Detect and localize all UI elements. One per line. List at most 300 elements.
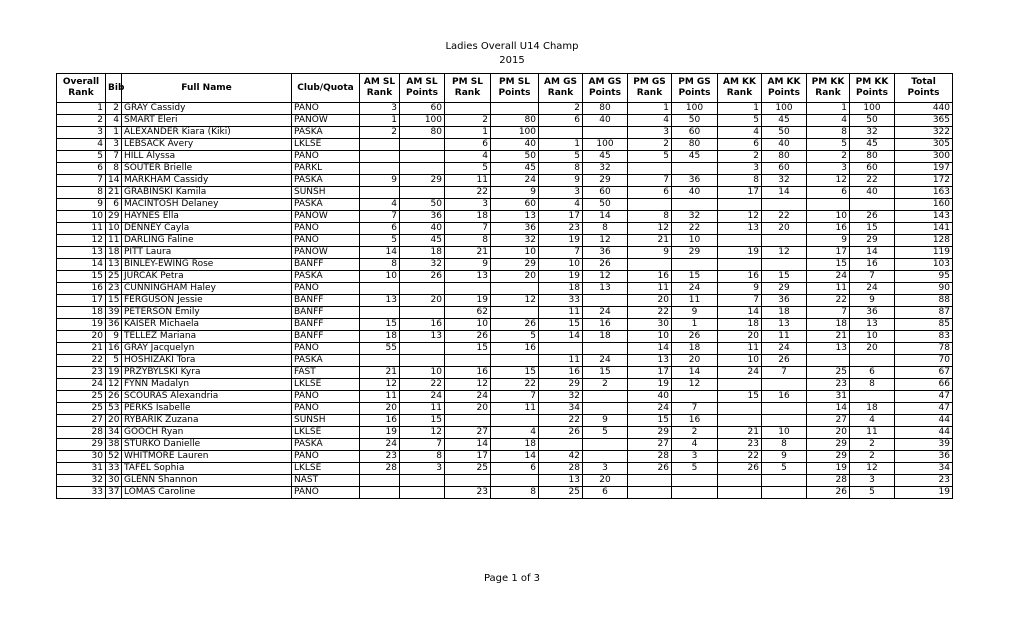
table-cell <box>583 451 628 463</box>
table-cell: 13 <box>400 331 445 343</box>
table-cell: DARLING Faline <box>122 235 292 247</box>
table-cell: 21 <box>106 187 122 199</box>
table-cell <box>583 439 628 451</box>
table-cell <box>718 199 762 211</box>
table-cell <box>360 163 400 175</box>
table-cell: 25 <box>807 367 850 379</box>
table-cell: 24 <box>807 271 850 283</box>
table-cell: 15 <box>400 415 445 427</box>
table-cell: 11 <box>57 223 106 235</box>
table-cell <box>360 283 400 295</box>
table-cell: 45 <box>583 151 628 163</box>
table-cell: 60 <box>762 163 807 175</box>
table-cell: DENNEY Cayla <box>122 223 292 235</box>
table-cell: 12 <box>445 379 491 391</box>
table-cell: 1 <box>672 319 718 331</box>
table-cell: 18 <box>360 331 400 343</box>
table-cell <box>672 487 718 499</box>
table-cell <box>583 295 628 307</box>
table-cell: 28 <box>57 427 106 439</box>
table-cell: 10 <box>57 211 106 223</box>
table-cell: 29 <box>539 379 583 391</box>
table-cell: 3 <box>718 163 762 175</box>
table-cell <box>400 139 445 151</box>
table-cell: FERGUSON Jessie <box>122 295 292 307</box>
table-cell: 6 <box>583 487 628 499</box>
table-cell <box>762 235 807 247</box>
table-cell <box>445 475 491 487</box>
table-cell: 37 <box>106 487 122 499</box>
table-cell: 24 <box>57 379 106 391</box>
table-cell <box>583 127 628 139</box>
table-cell: 300 <box>895 151 953 163</box>
table-row <box>57 283 953 295</box>
table-cell <box>850 391 895 403</box>
table-cell: PITT Laura <box>122 247 292 259</box>
table-cell: STURKO Danielle <box>122 439 292 451</box>
table-cell: PASKA <box>292 271 360 283</box>
table-cell: 16 <box>57 283 106 295</box>
results-table <box>56 73 953 499</box>
table-cell: PANO <box>292 223 360 235</box>
table-cell: 11 <box>762 331 807 343</box>
table-cell: 16 <box>628 271 672 283</box>
table-cell: LKLSE <box>292 427 360 439</box>
table-cell: 22 <box>718 451 762 463</box>
table-cell: 40 <box>400 223 445 235</box>
table-cell: 80 <box>491 115 539 127</box>
table-cell: SUNSH <box>292 187 360 199</box>
table-cell <box>628 487 672 499</box>
table-cell: 11 <box>400 403 445 415</box>
table-cell: 26 <box>672 331 718 343</box>
table-cell: 12 <box>583 271 628 283</box>
table-cell: PANO <box>292 403 360 415</box>
table-cell <box>360 355 400 367</box>
table-cell: 305 <box>895 139 953 151</box>
table-cell: 3 <box>539 187 583 199</box>
table-cell: 9 <box>360 175 400 187</box>
table-cell: 4 <box>491 427 539 439</box>
table-cell: 80 <box>672 139 718 151</box>
table-cell: 22 <box>57 355 106 367</box>
table-cell: 28 <box>628 451 672 463</box>
table-cell: 45 <box>672 151 718 163</box>
table-cell: 5 <box>807 139 850 151</box>
table-cell: 19 <box>718 247 762 259</box>
table-cell: 5 <box>491 331 539 343</box>
table-cell: 20 <box>400 295 445 307</box>
table-cell: 21 <box>807 331 850 343</box>
table-cell: 5 <box>445 163 491 175</box>
table-cell: 50 <box>400 199 445 211</box>
table-cell: 16 <box>672 415 718 427</box>
table-cell: 53 <box>106 403 122 415</box>
table-cell: 5 <box>539 151 583 163</box>
table-cell <box>491 475 539 487</box>
table-row <box>57 391 953 403</box>
table-cell: 14 <box>718 307 762 319</box>
table-cell: 26 <box>491 319 539 331</box>
table-cell: 16 <box>583 319 628 331</box>
table-cell: 25 <box>57 403 106 415</box>
table-cell: 4 <box>807 115 850 127</box>
table-cell: 10 <box>718 355 762 367</box>
table-cell: 17 <box>718 187 762 199</box>
table-cell: 40 <box>850 187 895 199</box>
table-cell: 8 <box>850 379 895 391</box>
table-cell: NAST <box>292 475 360 487</box>
column-header-line1: AM GS <box>588 77 622 87</box>
table-row <box>57 175 953 187</box>
table-cell <box>400 283 445 295</box>
table-cell <box>445 415 491 427</box>
table-cell: 29 <box>583 175 628 187</box>
table-cell: 20 <box>762 223 807 235</box>
table-cell: 11 <box>106 235 122 247</box>
table-cell: 15 <box>491 367 539 379</box>
table-cell: 50 <box>762 127 807 139</box>
table-cell: 4 <box>445 151 491 163</box>
table-cell: 15 <box>445 343 491 355</box>
table-cell: LKLSE <box>292 463 360 475</box>
table-cell: 25 <box>57 391 106 403</box>
table-cell: WHITMORE Lauren <box>122 451 292 463</box>
table-cell: LOMAS Caroline <box>122 487 292 499</box>
table-cell <box>445 283 491 295</box>
table-cell: 60 <box>583 187 628 199</box>
table-cell: 32 <box>762 175 807 187</box>
table-row <box>57 367 953 379</box>
table-cell: 5 <box>583 427 628 439</box>
table-cell: 100 <box>583 139 628 151</box>
table-cell: 12 <box>850 463 895 475</box>
table-cell <box>360 139 400 151</box>
column-header <box>491 74 539 103</box>
table-cell: 7 <box>672 403 718 415</box>
column-header-line1: Overall <box>62 77 100 87</box>
table-cell: 1 <box>539 139 583 151</box>
column-header-line2: Rank <box>454 88 481 98</box>
table-cell: HAYNES Ella <box>122 211 292 223</box>
table-cell: 22 <box>400 379 445 391</box>
table-cell: 25 <box>106 271 122 283</box>
table-row <box>57 331 953 343</box>
table-cell: 2 <box>672 427 718 439</box>
column-header-line1: Total <box>911 77 936 87</box>
table-cell: 26 <box>762 355 807 367</box>
table-cell: 85 <box>895 319 953 331</box>
table-cell: 14 <box>807 403 850 415</box>
column-header-line2: Points <box>406 88 438 98</box>
table-cell: BANFF <box>292 307 360 319</box>
table-cell: 3 <box>672 451 718 463</box>
table-row <box>57 115 953 127</box>
table-cell: 40 <box>672 187 718 199</box>
table-cell: 20 <box>445 403 491 415</box>
table-cell: 2 <box>850 439 895 451</box>
table-cell: 8 <box>583 223 628 235</box>
table-cell: 26 <box>583 259 628 271</box>
table-cell: 12 <box>718 211 762 223</box>
column-header-line1: PM SL <box>499 77 530 87</box>
table-cell: 15 <box>718 391 762 403</box>
table-cell <box>400 343 445 355</box>
table-cell: 90 <box>895 283 953 295</box>
table-cell <box>718 415 762 427</box>
table-cell: 29 <box>762 283 807 295</box>
column-header-line2: Rank <box>726 88 753 98</box>
column-header-line2: Rank <box>547 88 574 98</box>
table-cell: 13 <box>360 295 400 307</box>
table-row <box>57 127 953 139</box>
table-cell: 24 <box>360 439 400 451</box>
table-cell <box>762 379 807 391</box>
table-cell: 5 <box>718 115 762 127</box>
table-cell: 9 <box>539 175 583 187</box>
table-cell: 10 <box>850 331 895 343</box>
table-cell <box>400 355 445 367</box>
table-cell: 7 <box>491 391 539 403</box>
table-cell: 9 <box>762 451 807 463</box>
table-cell: 30 <box>57 451 106 463</box>
table-cell: 9 <box>628 247 672 259</box>
table-cell: 18 <box>672 343 718 355</box>
table-cell: BANFF <box>292 331 360 343</box>
table-cell: 3 <box>850 475 895 487</box>
table-cell <box>360 151 400 163</box>
table-cell: 24 <box>762 343 807 355</box>
table-cell: 87 <box>895 307 953 319</box>
table-cell <box>718 403 762 415</box>
table-cell: GLENN Shannon <box>122 475 292 487</box>
table-cell: 27 <box>445 427 491 439</box>
table-cell: 29 <box>807 451 850 463</box>
table-cell: 4 <box>718 127 762 139</box>
table-cell: 26 <box>850 211 895 223</box>
table-cell: 14 <box>57 259 106 271</box>
table-cell: 15 <box>583 367 628 379</box>
table-cell: 17 <box>628 367 672 379</box>
table-cell: 47 <box>895 391 953 403</box>
table-cell: 6 <box>850 367 895 379</box>
table-cell: 12 <box>628 223 672 235</box>
column-header <box>762 74 807 103</box>
table-cell: 2 <box>718 151 762 163</box>
column-header-line2: Rank <box>815 88 841 98</box>
table-cell: 19 <box>807 463 850 475</box>
table-cell: 45 <box>762 115 807 127</box>
table-cell: 2 <box>807 151 850 163</box>
table-cell: 15 <box>539 319 583 331</box>
table-cell: 23 <box>895 475 953 487</box>
table-cell: 60 <box>491 199 539 211</box>
table-cell: 16 <box>360 415 400 427</box>
table-cell: MACINTOSH Delaney <box>122 199 292 211</box>
table-cell: 36 <box>491 223 539 235</box>
table-cell: 13 <box>850 319 895 331</box>
column-header-line1: AM SL <box>406 77 438 87</box>
table-cell: PETERSON Emily <box>122 307 292 319</box>
table-cell: GRAY Cassidy <box>122 103 292 115</box>
table-row <box>57 211 953 223</box>
table-cell: 17 <box>807 247 850 259</box>
table-cell: 3 <box>57 127 106 139</box>
table-cell: 100 <box>762 103 807 115</box>
table-cell: 7 <box>106 151 122 163</box>
table-row <box>57 139 953 151</box>
table-cell: 36 <box>400 211 445 223</box>
table-cell: 18 <box>718 319 762 331</box>
table-cell: 197 <box>895 163 953 175</box>
table-cell <box>718 235 762 247</box>
table-cell: 141 <box>895 223 953 235</box>
table-cell <box>583 343 628 355</box>
table-cell: 15 <box>807 259 850 271</box>
table-cell: 40 <box>628 391 672 403</box>
table-cell: 4 <box>360 199 400 211</box>
table-cell: 23 <box>360 451 400 463</box>
table-cell <box>539 127 583 139</box>
table-cell: 2 <box>583 379 628 391</box>
table-cell: 13 <box>539 475 583 487</box>
table-cell: 28 <box>807 475 850 487</box>
table-cell: 18 <box>491 439 539 451</box>
table-cell: ALEXANDER Kiara (Kiki) <box>122 127 292 139</box>
table-cell: PANO <box>292 487 360 499</box>
table-cell: 100 <box>672 103 718 115</box>
table-cell: 20 <box>807 427 850 439</box>
table-cell: 4 <box>850 415 895 427</box>
column-header-line1: Club/Quota <box>297 82 354 93</box>
table-cell: 143 <box>895 211 953 223</box>
table-cell: 2 <box>106 103 122 115</box>
table-cell: 23 <box>106 283 122 295</box>
table-cell: 19 <box>895 487 953 499</box>
table-cell: 11 <box>672 295 718 307</box>
column-header <box>539 74 583 103</box>
table-cell: 8 <box>718 175 762 187</box>
table-cell <box>672 259 718 271</box>
table-cell: 18 <box>762 307 807 319</box>
table-cell <box>400 307 445 319</box>
table-cell: 21 <box>628 235 672 247</box>
table-cell: 13 <box>583 283 628 295</box>
table-cell: 11 <box>628 283 672 295</box>
table-cell: 36 <box>850 307 895 319</box>
table-cell: 45 <box>850 139 895 151</box>
column-header-line1: Bib <box>108 82 125 93</box>
table-cell: 10 <box>491 247 539 259</box>
table-cell: 44 <box>895 415 953 427</box>
table-cell <box>672 475 718 487</box>
table-cell: 24 <box>583 307 628 319</box>
table-cell <box>807 199 850 211</box>
table-cell: 14 <box>583 211 628 223</box>
table-cell: 16 <box>400 319 445 331</box>
table-cell: 7 <box>628 175 672 187</box>
table-cell: 33 <box>539 295 583 307</box>
table-cell: HOSHIZAKI Tora <box>122 355 292 367</box>
table-cell: 22 <box>539 415 583 427</box>
table-body <box>57 103 953 499</box>
column-header <box>895 74 953 103</box>
table-cell: 322 <box>895 127 953 139</box>
table-cell: 14 <box>106 175 122 187</box>
table-cell: 6 <box>106 199 122 211</box>
table-cell <box>672 391 718 403</box>
table-row <box>57 475 953 487</box>
table-cell: 32 <box>400 259 445 271</box>
column-header-line2: Points <box>678 88 711 98</box>
table-cell: 18 <box>850 403 895 415</box>
table-cell <box>850 199 895 211</box>
report-title: Ladies Overall U14 Champ <box>445 41 579 52</box>
column-header-line1: PM KK <box>811 77 845 87</box>
table-cell: 32 <box>850 127 895 139</box>
table-cell: 8 <box>762 439 807 451</box>
table-cell: 20 <box>491 271 539 283</box>
table-cell: 20 <box>106 415 122 427</box>
table-cell: 16 <box>850 259 895 271</box>
table-row <box>57 199 953 211</box>
table-cell: 10 <box>807 211 850 223</box>
table-cell: 14 <box>672 367 718 379</box>
table-cell: 3 <box>400 463 445 475</box>
table-cell <box>718 379 762 391</box>
table-cell: 12 <box>672 379 718 391</box>
table-cell: 36 <box>672 175 718 187</box>
table-cell: 21 <box>445 247 491 259</box>
table-cell: 22 <box>672 223 718 235</box>
table-cell: 11 <box>539 307 583 319</box>
table-cell: 38 <box>106 439 122 451</box>
table-cell: 6 <box>539 115 583 127</box>
table-cell: 1 <box>360 115 400 127</box>
table-cell: 14 <box>850 247 895 259</box>
table-cell: GOOCH Ryan <box>122 427 292 439</box>
column-header <box>672 74 718 103</box>
table-cell: 20 <box>57 331 106 343</box>
table-cell: 26 <box>539 427 583 439</box>
table-cell: 13 <box>628 355 672 367</box>
table-cell: 9 <box>807 235 850 247</box>
table-cell: SMART Eleri <box>122 115 292 127</box>
table-cell: CUNNINGHAM Haley <box>122 283 292 295</box>
table-cell <box>360 487 400 499</box>
table-cell: 1 <box>57 103 106 115</box>
table-cell: 25 <box>539 487 583 499</box>
table-cell: 9 <box>850 295 895 307</box>
table-cell: PANOW <box>292 211 360 223</box>
table-cell: 1 <box>445 127 491 139</box>
table-cell: BANFF <box>292 319 360 331</box>
table-row <box>57 307 953 319</box>
table-cell <box>583 391 628 403</box>
table-cell: RYBARIK Zuzana <box>122 415 292 427</box>
table-cell <box>400 151 445 163</box>
table-row <box>57 295 953 307</box>
table-cell: PERKS Isabelle <box>122 403 292 415</box>
column-header-line2: Points <box>768 88 800 98</box>
table-cell: 22 <box>762 211 807 223</box>
table-cell: 20 <box>360 403 400 415</box>
table-cell: 36 <box>762 295 807 307</box>
table-cell: 18 <box>539 283 583 295</box>
table-cell: 19 <box>628 379 672 391</box>
table-cell: 20 <box>850 343 895 355</box>
table-cell <box>628 199 672 211</box>
